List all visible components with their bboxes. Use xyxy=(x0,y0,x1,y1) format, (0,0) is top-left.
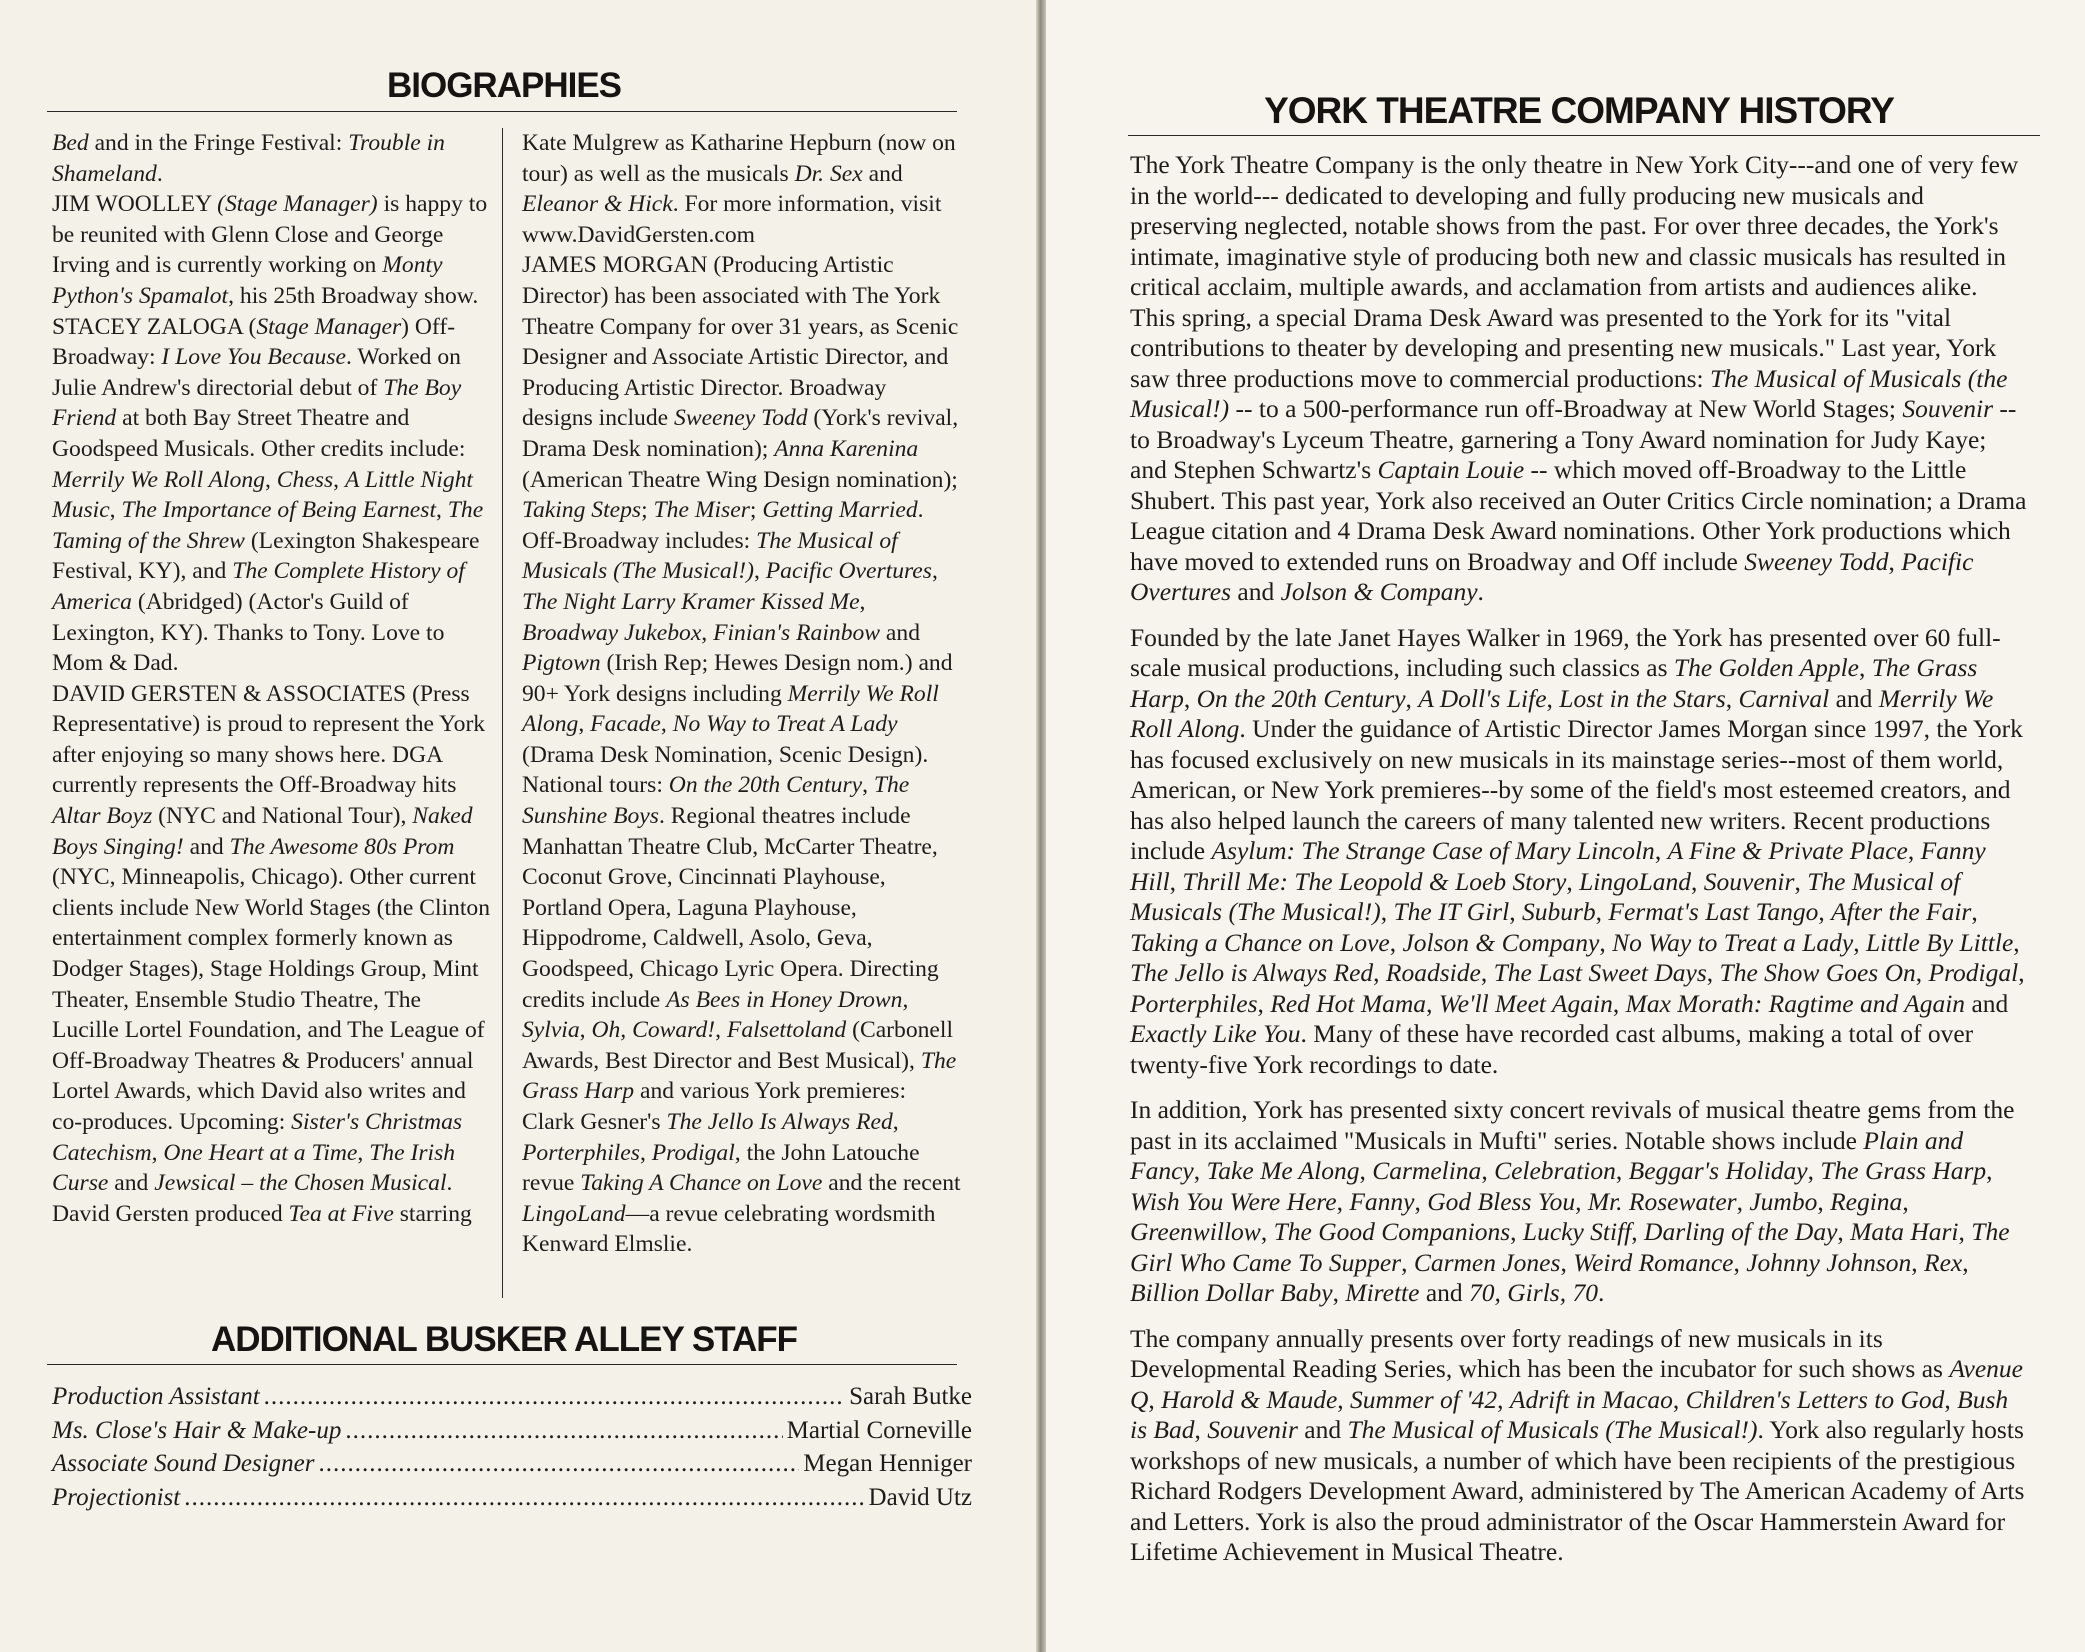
staff-role: Production Assistant xyxy=(52,1383,260,1410)
staff-name: Sarah Butke xyxy=(849,1383,972,1410)
biographies-column-1: Bed and in the Fringe Festival: Trouble in Shameland. JIM WOOLLEY (Stage Manager) is happy to be reunited with Glenn Close and George Irving and is currently working on Monty Python's Spamalot, his 25th Broadway show. STACEY ZALOGA (Stage Manager) Off-Broadway: I Love You Because. Worked on Julie Andrew's directorial debut of The Boy Friend at both Bay Street Theatre and Goodspeed Musicals. Other credits include: Merrily We Roll Along, Chess, A Little Night Music, The Importance of Being Earnest, The Taming of the Shrew (Lexington Shakespeare Festival, KY), and The Complete History of America (Abridged) (Actor's Guild of Lexington, KY). Thanks to Tony. Love to Mom & Dad. DAVID GERSTEN & ASSOCIATES (Press Representative) is proud to represent the York after enjoying so many shows here. DGA currently represents the Off-Broadway hits Altar Boyz (NYC and National Tour), Naked Boys Singing! and The Awesome 80s Prom (NYC, Minneapolis, Chicago). Other current clients include New World Stages (the Clinton entertainment complex formerly known as Dodger Stages), Stage Holdings Group, Mint Theater, Ensemble Studio Theatre, The Lucille Lortel Foundation, and The League of Off-Broadway Theatres & Producers' annual Lortel Awards, which David also writes and co-produces. Upcoming: Sister's Christmas Catechism, One Heart at a Time, The Irish Curse and Jewsical – the Chosen Musical. David Gersten produced Tea at Five starring xyxy=(52,130,491,1227)
column-divider xyxy=(502,128,503,1298)
dot-leader xyxy=(184,1481,864,1515)
staff-role: Projectionist xyxy=(52,1483,181,1511)
staff-role: Ms. Close's Hair & Make-up xyxy=(52,1416,342,1444)
dot-leader xyxy=(318,1447,799,1481)
dot-leader xyxy=(345,1414,782,1448)
staff-row xyxy=(52,1481,972,1515)
history-text: The York Theatre Company is the only theatre in New York City---and one of very few in the world--- dedicated to developing and fully producing new musicals and preserving neglected, notable shows from the past. For over three decades, the York's intimate, imaginative style of producing both new and classic musicals has resulted in critical acclaim, multiple awards, and acclamation from artists and audiences alike. This spring, a special Drama Desk Award was presented to the York for its "vital contributions to theater by developing and presenting new musicals." Last year, York saw three productions move to commercial productions: The Musical of Musicals (the Musical!) -- to a 500-performance run off-Broadway at New World Stages; Souvenir -- to Broadway's Lyceum Theatre, garnering a Tony Award nomination for Judy Kaye; and Stephen Schwartz's Captain Louie -- which moved off-Broadway to the Little Shubert. This past year, York also received an Outer Critics Circle nomination; a Drama League citation and 4 Drama Desk Award nominations. Other York productions which have moved to extended runs on Broadway and Off include Sweeney Todd, Pacific Overtures and Jolson & Company. Founded by the late Janet Hayes Walker in 1969, the York has presented over 60 full-scale musical productions, including such classics as The Golden Apple, The Grass Harp, On the 20th Century, A Doll's Life, Lost in the Stars, Carnival and Merrily We Roll Along. Under the guidance of Artistic Director James Morgan since 1997, the York has focused exclusively on new musicals in its mainstage series--most of them world, American, or New York premieres--by some of the field's most esteemed creators, and has also helped launch the careers of many talented new writers. Recent productions include Asylum: The Strange Case of Mary Lincoln, A Fine & Private Place, Fanny Hill, Thrill Me: The Leopold & Loeb Story, LingoLand, Souvenir, The Musical of Musicals (The Musical!), The IT Girl, Suburb, Fermat's Last Tango, After the Fair, Taking a Chance on Love, Jolson & Company, No Way to Treat a Lady, Little By Little, The Jello is Always Red, Roadside, The Last Sweet Days, The Show Goes On, Prodigal, Porterphiles, Red Hot Mama, We'll Meet Again, Max Morath: Ragtime and Again and Exactly Like You. Many of these have recorded cast albums, making a total of over twenty-five York recordings to date. In addition, York has presented sixty concert revivals of musical theatre gems from the past in its acclaimed "Musicals in Mufti" series. Notable shows include Plain and Fancy, Take Me Along, Carmelina, Celebration, Beggar's Holiday, The Grass Harp, Wish You Were Here, Fanny, God Bless You, Mr. Rosewater, Jumbo, Regina, Greenwillow, The Good Companions, Lucky Stiff, Darling of the Day, Mata Hari, The Girl Who Came To Supper, Carmen Jones, Weird Romance, Johnny Johnson, Rex, Billion Dollar Baby, Mirette and 70, Girls, 70. The company annually presents over forty readings of new musicals in its Developmental Reading Series, which has been the incubator for such shows as Avenue Q, Harold & Maude, Summer of '42, Adrift in Macao, Children's Letters to God, Bush is Bad, Souvenir and The Musical of Musicals (The Musical!). York also regularly hosts workshops of new musicals, a number of which have been recipients of the prestigious Richard Rodgers Development Award, administered by The American Academy of Arts and Letters. York is also the proud administrator of the Oscar Hammerstein Award for Lifetime Achievement in Musical Theatre. xyxy=(1130,150,2027,1566)
staff-row xyxy=(52,1447,972,1481)
staff-role: Associate Sound Designer xyxy=(52,1450,315,1477)
staff-row xyxy=(52,1414,972,1448)
dot-leader xyxy=(264,1380,845,1414)
staff-name: Martial Corneville xyxy=(786,1416,972,1444)
biographies-column-2: Kate Mulgrew as Katharine Hepburn (now on tour) as well as the musicals Dr. Sex and Eleanor & Hick. For more information, visit www.DavidGersten.com JAMES MORGAN (Producing Artistic Director) has been associated with The York Theatre Company for over 31 years, as Scenic Designer and Associate Artistic Director, and Producing Artistic Director. Broadway designs include Sweeney Todd (York's revival, Drama Desk nomination); Anna Karenina (American Theatre Wing Design nomination); Taking Steps; The Miser; Getting Married. Off-Broadway includes: The Musical of Musicals (The Musical!), Pacific Overtures, The Night Larry Kramer Kissed Me, Broadway Jukebox, Finian's Rainbow and Pigtown (Irish Rep; Hewes Design nom.) and 90+ York designs including Merrily We Roll Along, Facade, No Way to Treat A Lady (Drama Desk Nomination, Scenic Design). National tours: On the 20th Century, The Sunshine Boys. Regional theatres include Manhattan Theatre Club, McCarter Theatre, Coconut Grove, Cincinnati Playhouse, Portland Opera, Laguna Playhouse, Hippodrome, Caldwell, Asolo, Geva, Goodspeed, Chicago Lyric Opera. Directing credits include As Bees in Honey Drown, Sylvia, Oh, Coward!, Falsettoland (Carbonell Awards, Best Director and Best Musical), The Grass Harp and various York premieres: Clark Gesner's The Jello Is Always Red, Porterphiles, Prodigal, the John Latouche revue Taking A Chance on Love and the recent LingoLand—a revue celebrating wordsmith Kenward Elmslie. xyxy=(522,130,961,1258)
additional-staff-heading: ADDITIONAL BUSKER ALLEY STAFF xyxy=(210,1320,798,1359)
book-gutter xyxy=(1036,0,1046,1652)
staff-row xyxy=(52,1380,972,1414)
history-rule xyxy=(1128,135,2040,136)
biographies-heading: BIOGRAPHIES xyxy=(386,66,622,105)
staff-name: Megan Henniger xyxy=(803,1450,972,1477)
biographies-rule xyxy=(47,111,957,112)
staff-name: David Utz xyxy=(868,1483,972,1511)
history-heading: YORK THEATRE COMPANY HISTORY xyxy=(1264,90,1894,131)
staff-list xyxy=(52,1380,972,1514)
additional-staff-rule xyxy=(47,1364,957,1365)
